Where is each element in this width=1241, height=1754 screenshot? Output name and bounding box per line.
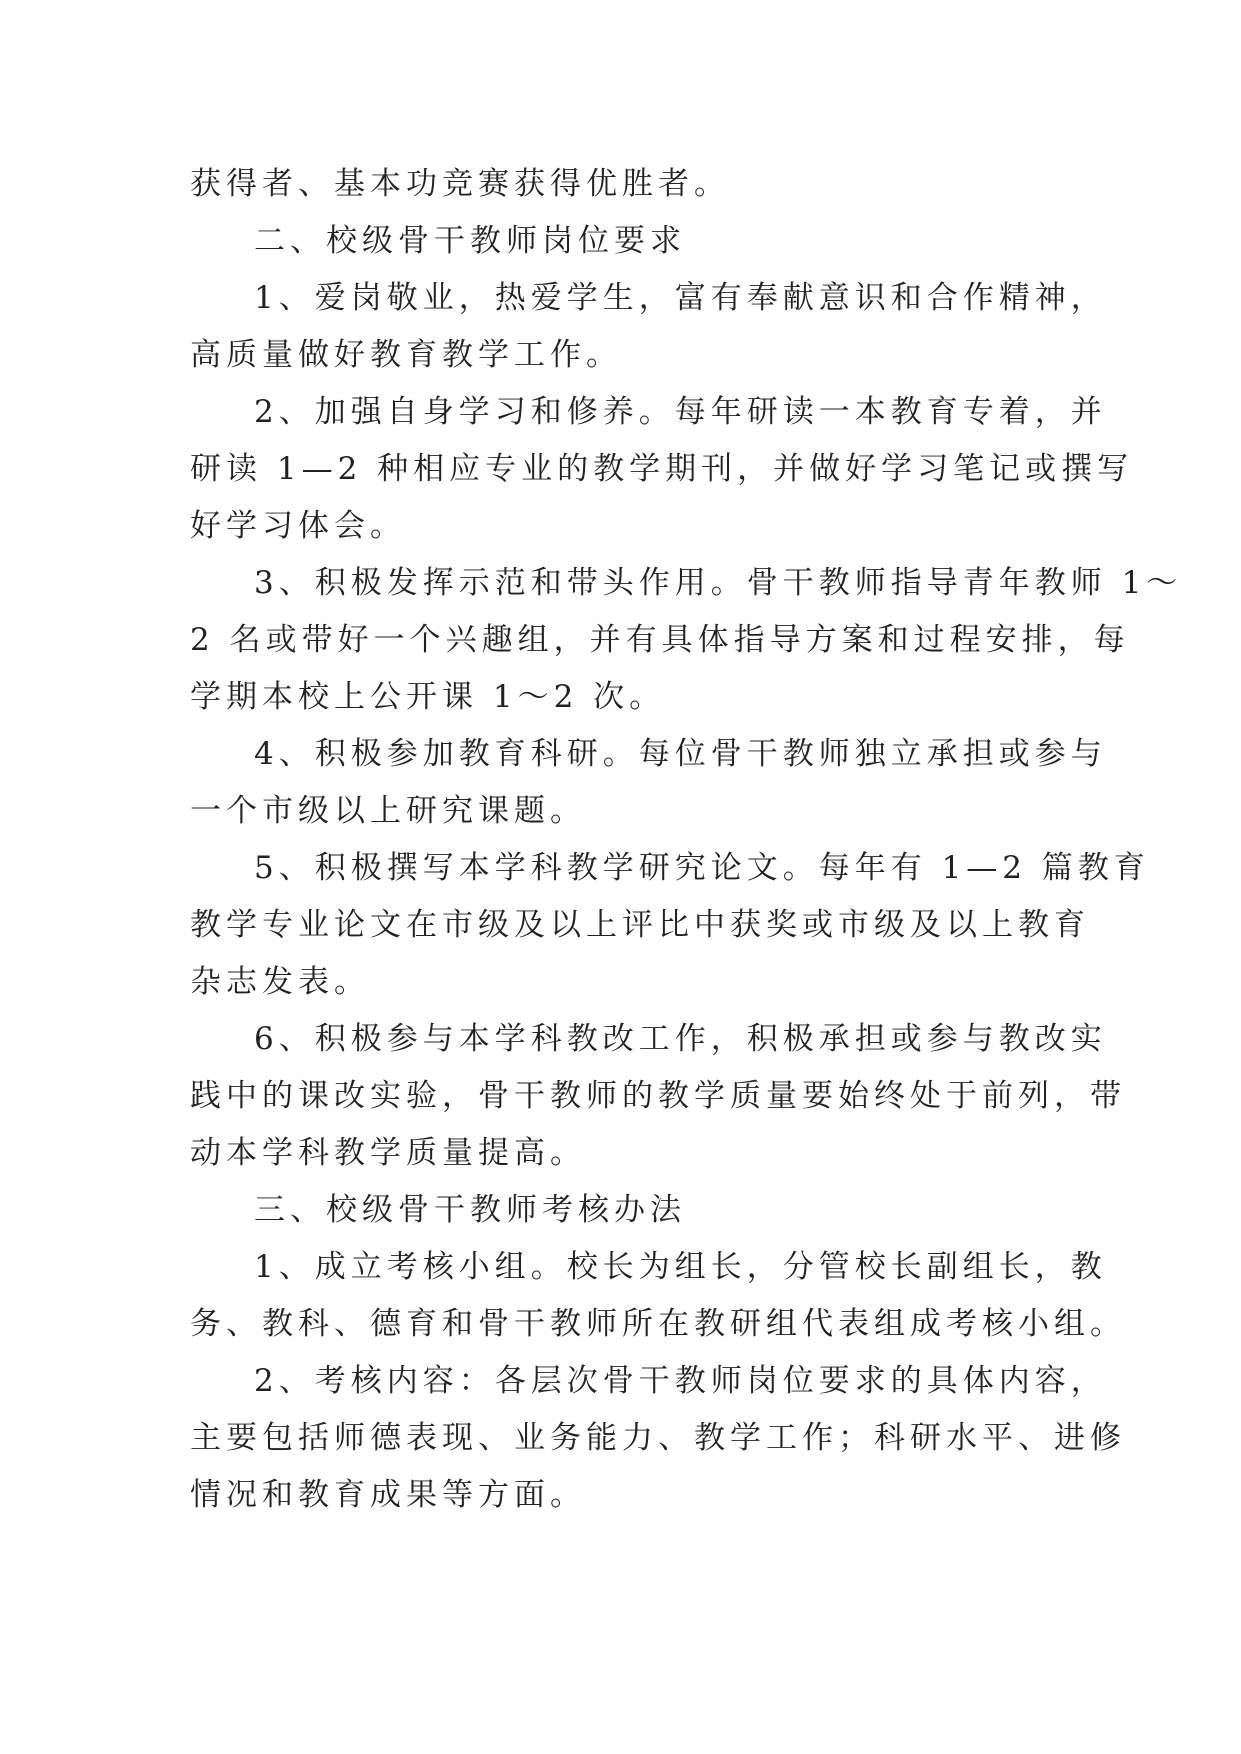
paragraph-line: 2、加强自身学习和修养。每年研读一本教育专着，并: [254, 394, 1107, 430]
paragraph-line: 2 名或带好一个兴趣组，并有具体指导方案和过程安排，每: [190, 622, 1130, 658]
paragraph-line: 1、成立考核小组。校长为组长，分管校长副组长，教: [254, 1249, 1107, 1285]
paragraph-line: 务、教科、德育和骨干教师所在教研组代表组成考核小组。: [190, 1306, 1126, 1342]
paragraph-line: 1、爱岗敬业，热爱学生，富有奉献意识和合作精神，: [254, 280, 1107, 316]
paragraph-line: 2、考核内容：各层次骨干教师岗位要求的具体内容，: [254, 1363, 1107, 1399]
paragraph-line: 4、积极参加教育科研。每位骨干教师独立承担或参与: [254, 736, 1107, 772]
paragraph-line: 好学习体会。: [190, 508, 406, 544]
paragraph-line: 获得者、基本功竞赛获得优胜者。: [190, 166, 730, 202]
paragraph-line: 杂志发表。: [190, 964, 370, 1000]
paragraph-line: 一个市级以上研究课题。: [190, 793, 586, 829]
paragraph-line: 5、积极撰写本学科教学研究论文。每年有 1—2 篇教育: [254, 850, 1150, 886]
paragraph-line: 动本学科教学质量提高。: [190, 1135, 586, 1171]
paragraph-line: 践中的课改实验，骨干教师的教学质量要始终处于前列，带: [190, 1078, 1126, 1114]
paragraph-line: 主要包括师德表现、业务能力、教学工作；科研水平、进修: [190, 1420, 1126, 1456]
paragraph-line: 高质量做好教育教学工作。: [190, 337, 622, 373]
paragraph-line: 教学专业论文在市级及以上评比中获奖或市级及以上教育: [190, 907, 1090, 943]
paragraph-line: 研读 1—2 种相应专业的教学期刊，并做好学习笔记或撰写: [190, 451, 1134, 487]
document-body: [190, 156, 1183, 1524]
section-heading-3: 三、校级骨干教师考核办法: [254, 1192, 686, 1228]
paragraph-line: 学期本校上公开课 1～2 次。: [190, 679, 666, 715]
paragraph-line: 3、积极发挥示范和带头作用。骨干教师指导青年教师 1～: [254, 565, 1183, 601]
section-heading-2: 二、校级骨干教师岗位要求: [254, 223, 686, 259]
paragraph-line: 6、积极参与本学科教改工作，积极承担或参与教改实: [254, 1021, 1107, 1057]
paragraph-line: 情况和教育成果等方面。: [190, 1477, 586, 1513]
